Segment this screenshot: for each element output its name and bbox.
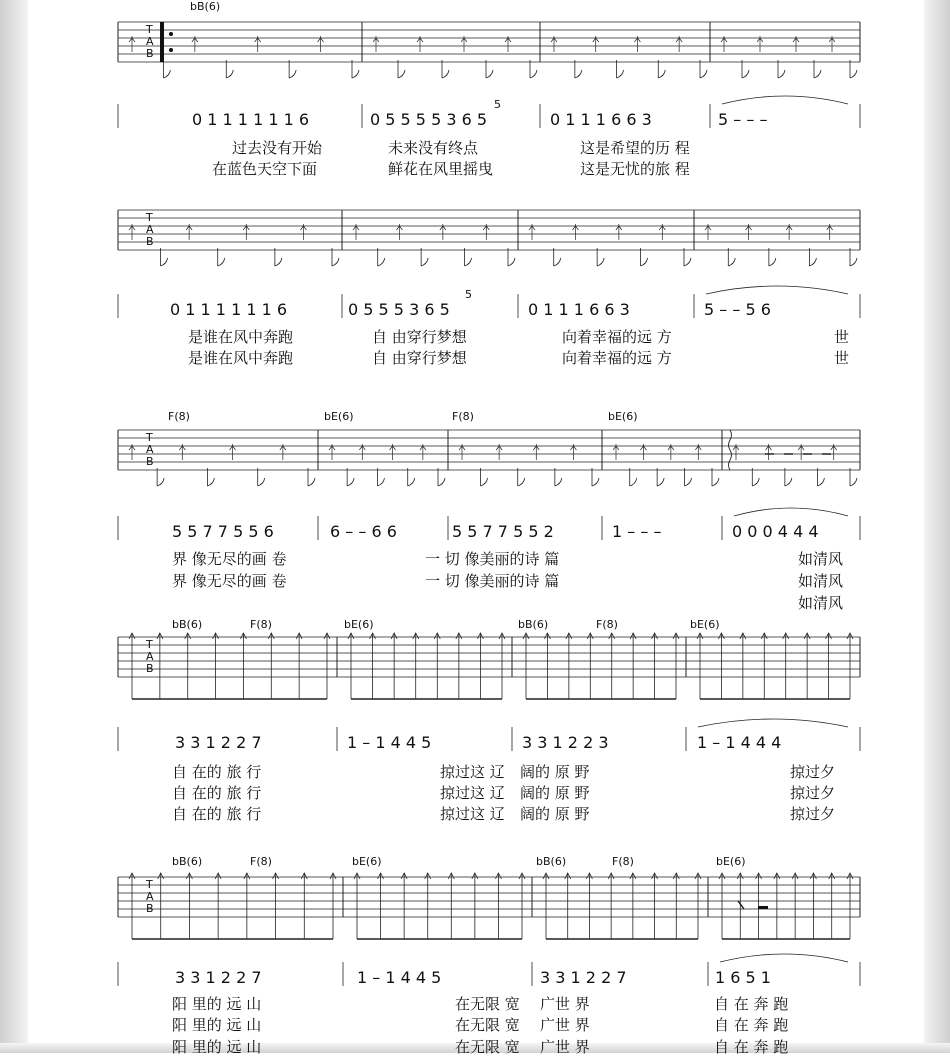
note-flag [157, 478, 164, 486]
jianpu-measure: 0 0 0 4 4 4 [732, 522, 819, 541]
note-flag [275, 258, 282, 266]
lyric-segment: 这是无忧的旅 程 [580, 160, 690, 178]
note-flag [352, 70, 359, 78]
note-flag [641, 258, 648, 266]
slur [706, 286, 848, 294]
chord-name: bE(6) [344, 618, 374, 631]
note-flag [850, 478, 857, 486]
lyric-segment: 掠过夕 [790, 763, 836, 781]
chord-name: bE(6) [324, 410, 354, 423]
lyric-segment: 一 切 像美丽的诗 篇 [425, 550, 560, 568]
lyric-segment: 世 [834, 328, 850, 346]
jianpu-measure: 3 3 1 2 2 7 [175, 968, 262, 987]
lyric-segment: 是谁在风中奔跑 [188, 349, 294, 367]
lyric-segment: 自 在 奔 跑 [714, 1016, 789, 1034]
lyric-segment: 广世 界 [540, 1016, 590, 1034]
note-flag [657, 478, 664, 486]
lyric-segment: 广世 界 [540, 995, 590, 1013]
note-flag [769, 258, 776, 266]
eighth-rest [738, 901, 744, 909]
note-flag [742, 70, 749, 78]
lyric-segment: 掠过夕 [790, 784, 836, 802]
note-flag [850, 70, 857, 78]
lyric-segment: 如清风 [798, 550, 844, 568]
tab-clef-letter: B [146, 662, 154, 675]
note-flag [398, 70, 405, 78]
note-flag [685, 478, 692, 486]
tab-clef-letter: B [146, 235, 154, 248]
note-flag [752, 478, 759, 486]
jianpu-measure: 1 – 1 4 4 4 [697, 733, 782, 752]
tab-clef-letter: T [146, 878, 153, 891]
chord-name: bE(6) [352, 855, 382, 868]
jianpu-measure: 3 3 1 2 2 7 [540, 968, 627, 987]
tab-clef-letter: A [146, 223, 154, 236]
repeat-dot [169, 32, 173, 36]
note-flag [289, 70, 296, 78]
lyric-segment: 掠过这 辽 [440, 763, 505, 781]
jianpu-measure: 1 – 1 4 4 5 [357, 968, 442, 987]
lyric-segment: 世 [834, 349, 850, 367]
chord-name: bE(6) [716, 855, 746, 868]
lyric-segment: 自 在的 旅 行 [172, 805, 262, 823]
note-flag [378, 258, 385, 266]
note-flag [481, 478, 488, 486]
note-flag [421, 258, 428, 266]
note-flag [530, 70, 537, 78]
jianpu-measure: 5 – – – [718, 110, 768, 129]
note-flag [207, 478, 214, 486]
jianpu-measure: 0 1 1 1 1 1 1 6 [170, 300, 288, 319]
jianpu-measure: 0 5 5 5 5 3 6 5 [370, 110, 488, 129]
note-flag [778, 70, 785, 78]
lyric-segment: 掠过这 辽 [440, 805, 505, 823]
lyric-segment: 阔的 原 野 [520, 784, 590, 802]
jianpu-measure: 1 – – – [612, 522, 662, 541]
tab-clef-letter: B [146, 455, 154, 468]
tab-clef-letter: A [146, 650, 154, 663]
note-flag [809, 258, 816, 266]
lyric-segment: 是谁在风中奔跑 [188, 328, 294, 346]
chord-name: F(8) [168, 410, 190, 423]
slur [698, 719, 848, 727]
tab-clef-letter: B [146, 902, 154, 915]
note-flag [630, 478, 637, 486]
note-flag [554, 258, 561, 266]
chord-name: bE(6) [690, 618, 720, 631]
jianpu-measure: 0 5 5 5 3 6 5 [348, 300, 450, 319]
jianpu-measure: 1 – 1 4 4 5 [347, 733, 432, 752]
grace-note: 5 [465, 288, 472, 301]
jianpu-measure: 5 5 7 7 5 5 6 [172, 522, 274, 541]
lyric-segment: 未来没有终点 [388, 139, 479, 157]
note-flag [408, 478, 415, 486]
lyric-segment: 广世 界 [540, 1038, 590, 1056]
note-flag [617, 70, 624, 78]
lyric-segment: 阳 里的 远 山 [172, 995, 262, 1013]
jianpu-measure: 3 3 1 2 2 3 [522, 733, 609, 752]
note-flag [347, 478, 354, 486]
note-flag [332, 258, 339, 266]
tab-clef-letter: T [146, 431, 153, 444]
lyric-segment: 阳 里的 远 山 [172, 1016, 262, 1034]
note-flag [163, 70, 170, 78]
jianpu-measure: 1 6 5 1 [715, 968, 771, 987]
jianpu-measure: 5 5 7 7 5 5 2 [452, 522, 554, 541]
lyric-segment: 向着幸福的远 方 [562, 328, 672, 346]
note-flag [377, 478, 384, 486]
lyric-segment: 阳 里的 远 山 [172, 1038, 262, 1056]
tab-clef-letter: T [146, 23, 153, 36]
chord-name: bB(6) [536, 855, 567, 868]
chord-name: bB(6) [172, 855, 203, 868]
slur [734, 508, 848, 516]
jianpu-measure: 0 1 1 1 6 6 3 [528, 300, 630, 319]
chord-name: F(8) [250, 618, 272, 631]
chord-name: F(8) [452, 410, 474, 423]
slur [722, 96, 848, 104]
note-flag [442, 70, 449, 78]
repeat-dot [169, 48, 173, 52]
tab-clef-letter: A [146, 890, 154, 903]
half-rest [758, 906, 768, 909]
lyric-segment: 一 切 像美丽的诗 篇 [425, 572, 560, 590]
note-flag [258, 478, 265, 486]
note-flag [308, 478, 315, 486]
lyric-segment: 界 像无尽的画 卷 [172, 550, 287, 568]
chord-name: bB(6) [190, 0, 221, 13]
lyric-segment: 阔的 原 野 [520, 805, 590, 823]
lyric-segment: 如清风 [798, 572, 844, 590]
note-flag [785, 478, 792, 486]
lyric-segment: 在无限 宽 [455, 995, 520, 1013]
tab-clef-letter: A [146, 443, 154, 456]
note-flag [592, 478, 599, 486]
note-flag [728, 258, 735, 266]
tab-clef-letter: T [146, 211, 153, 224]
lyric-segment: 自 由穿行梦想 [372, 328, 467, 346]
lyric-segment: 自 在的 旅 行 [172, 763, 262, 781]
note-flag [555, 478, 562, 486]
note-flag [817, 478, 824, 486]
note-flag [161, 258, 168, 266]
grace-note: 5 [494, 98, 501, 111]
lyric-segment: 界 像无尽的画 卷 [172, 572, 287, 590]
note-flag [465, 258, 472, 266]
jianpu-measure: 6 – – 6 6 [330, 522, 397, 541]
chord-name: F(8) [612, 855, 634, 868]
note-flag [850, 258, 857, 266]
arpeggio-mark [729, 430, 732, 470]
note-flag [226, 70, 233, 78]
note-flag [597, 258, 604, 266]
chord-name: F(8) [250, 855, 272, 868]
tab-clef-letter: B [146, 47, 154, 60]
lyric-segment: 掠过这 辽 [440, 784, 505, 802]
note-flag [518, 478, 525, 486]
lyric-segment: 在无限 宽 [455, 1016, 520, 1034]
lyric-segment: 自 在 奔 跑 [714, 995, 789, 1013]
start-repeat-bar [160, 22, 164, 62]
lyric-segment: 在蓝色天空下面 [212, 160, 318, 178]
note-flag [486, 70, 493, 78]
note-flag [508, 258, 515, 266]
note-flag [684, 258, 691, 266]
chord-name: bB(6) [518, 618, 549, 631]
lyric-segment: 自 在的 旅 行 [172, 784, 262, 802]
chord-name: bE(6) [608, 410, 638, 423]
tab-clef-letter: T [146, 638, 153, 651]
jianpu-measure: 5 – – 5 6 [704, 300, 771, 319]
lyric-segment: 这是希望的历 程 [580, 139, 690, 157]
lyric-segment: 如清风 [798, 594, 844, 612]
note-flag [700, 70, 707, 78]
note-flag [218, 258, 225, 266]
note-flag [575, 70, 582, 78]
lyric-segment: 鲜花在风里摇曳 [388, 160, 494, 178]
jianpu-measure: 0 1 1 1 1 1 1 6 [192, 110, 310, 129]
lyric-segment: 掠过夕 [790, 805, 836, 823]
lyric-segment: 过去没有开始 [232, 139, 323, 157]
lyric-segment: 在无限 宽 [455, 1038, 520, 1056]
note-flag [658, 70, 665, 78]
note-flag [814, 70, 821, 78]
lyric-segment: 向着幸福的远 方 [562, 349, 672, 367]
note-flag [712, 478, 719, 486]
tab-clef-letter: A [146, 35, 154, 48]
chord-name: bB(6) [172, 618, 203, 631]
lyric-segment: 自 在 奔 跑 [714, 1038, 789, 1056]
chord-name: F(8) [596, 618, 618, 631]
jianpu-measure: 0 1 1 1 6 6 3 [550, 110, 652, 129]
jianpu-measure: 3 3 1 2 2 7 [175, 733, 262, 752]
note-flag [438, 478, 445, 486]
lyric-segment: 阔的 原 野 [520, 763, 590, 781]
slur [720, 954, 848, 962]
lyric-segment: 自 由穿行梦想 [372, 349, 467, 367]
